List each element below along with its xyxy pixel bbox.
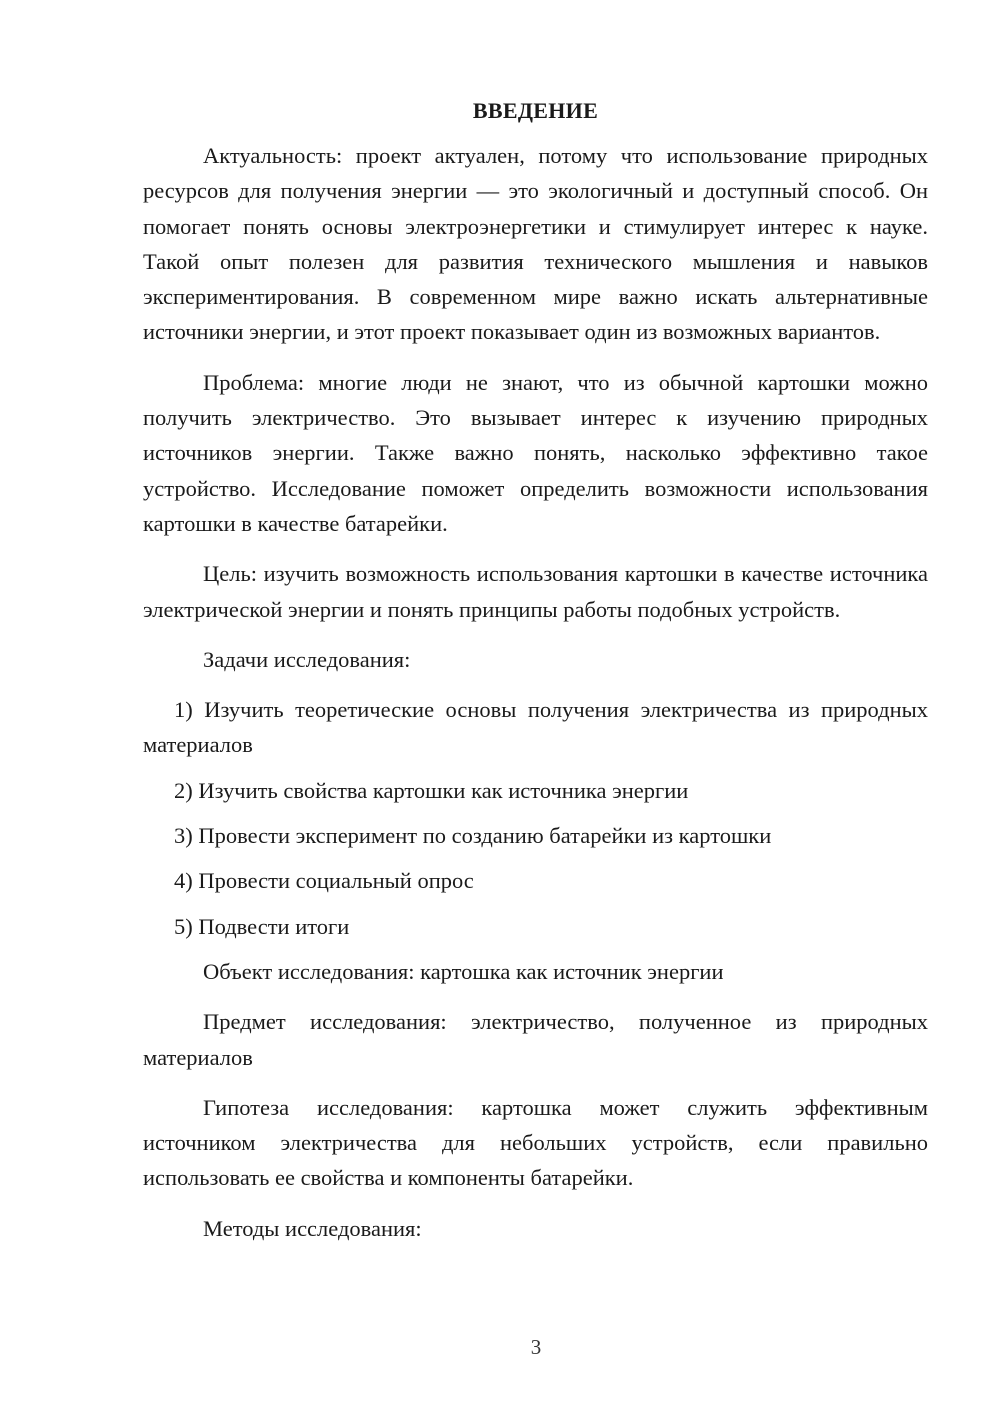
- task-item-3: 3) Провести эксперимент по созданию батарейки из картошки: [174, 823, 772, 849]
- hypothesis-paragraph: Гипотеза исследования: картошка может служить эффективным источником электричества для небольших устройств, если правильно использовать ее свойства и компоненты батарейки.: [143, 1094, 928, 1191]
- relevance-paragraph: Актуальность: проект актуален, потому что использование природных ресурсов для получения энергии — это экологичный и доступный способ. Он помогает понять основы электроэнергетики и стимулирует интерес к науке. Такой опыт полезен для развития технического мышления и навыков экспериментирования. В современном мире важно искать альтернативные источники энергии, и этот проект показывает один из возможных вариантов.: [143, 143, 928, 345]
- subject-paragraph: Предмет исследования: электричество, полученное из природных материалов: [143, 1009, 928, 1070]
- methods-heading: Методы исследования:: [203, 1215, 422, 1241]
- goal-paragraph: Цель: изучить возможность использования картошки в качестве источника электрической энергии и понять принципы работы подобных устройств.: [143, 561, 928, 622]
- page-title: ВВЕДЕНИЕ: [472, 98, 599, 123]
- task-item-4: 4) Провести социальный опрос: [174, 868, 474, 894]
- problem-paragraph: Проблема: многие люди не знают, что из обычной картошки можно получить электричество. Это вызывает интерес к изучению природных источников энергии. Также важно понять, насколько эффективно такое устройство. Исследование поможет определить возможности использования картошки в качестве батарейки.: [143, 369, 928, 536]
- tasks-heading: Задачи исследования:: [203, 646, 411, 672]
- task-item-1: 1) Изучить теоретические основы получения электричества из природных материалов: [143, 697, 928, 758]
- page-number: 3: [530, 1335, 542, 1359]
- task-item-5: 5) Подвести итоги: [174, 913, 350, 939]
- object-paragraph: Объект исследования: картошка как источник энергии: [203, 958, 724, 984]
- page-content: [143, 96, 928, 1261]
- task-item-2: 2) Изучить свойства картошки как источника энергии: [174, 777, 689, 803]
